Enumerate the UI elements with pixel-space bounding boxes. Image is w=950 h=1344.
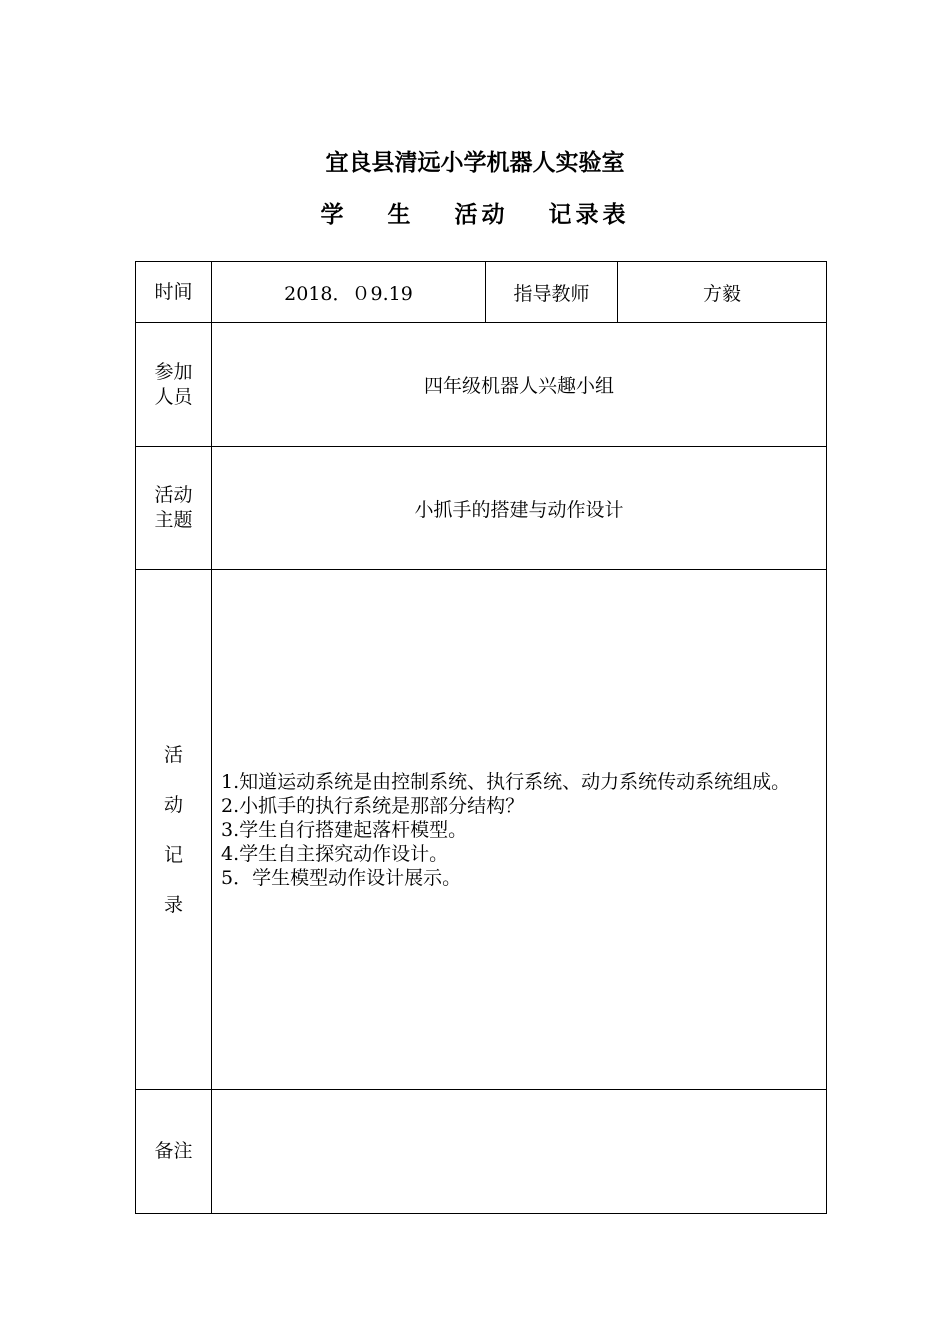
record-label-char: 记 (163, 843, 183, 866)
record-line: 3.学生自行搭建起落杆模型。 (221, 818, 468, 841)
topic-value: 小抓手的搭建与动作设计 (212, 447, 827, 570)
record-label-char: 动 (163, 793, 183, 816)
record-line: 4.学生自主探究动作设计。 (221, 842, 449, 865)
record-label (136, 570, 212, 1090)
form-title: 学 生 活动 记录表 (320, 202, 630, 228)
record-line: 1.知道运动系统是由控制系统、执行系统、动力系统传动系统组成。 (221, 770, 791, 793)
record-content (212, 570, 827, 1090)
record-label-char: 活 (163, 743, 183, 766)
topic-label-line2: 主题 (154, 509, 193, 531)
row-topic (136, 447, 827, 570)
record-label-char: 录 (163, 893, 183, 916)
participants-label-line1: 参加 (154, 360, 193, 383)
topic-label-line1: 活动 (154, 484, 193, 506)
topic-label (136, 447, 212, 570)
remarks-label: 备注 (136, 1090, 212, 1214)
teacher-label: 指导教师 (486, 262, 618, 323)
row-participants (136, 323, 827, 447)
participants-label-line2: 人员 (154, 385, 193, 408)
time-value: 2018．０9.19 (212, 262, 486, 323)
participants-label (136, 323, 212, 447)
remarks-value[interactable] (212, 1090, 827, 1214)
row-time (136, 262, 827, 323)
teacher-value: 方毅 (618, 262, 827, 323)
row-remarks (136, 1090, 827, 1214)
activity-record-table (135, 261, 827, 1214)
school-title: 宜良县清远小学机器人实验室 (325, 150, 625, 176)
record-line: 5．学生模型动作设计展示。 (221, 866, 462, 889)
time-label: 时间 (136, 262, 212, 323)
row-record (136, 570, 827, 1090)
participants-value: 四年级机器人兴趣小组 (212, 323, 827, 447)
record-line: 2.小抓手的执行系统是那部分结构？ (221, 794, 525, 817)
